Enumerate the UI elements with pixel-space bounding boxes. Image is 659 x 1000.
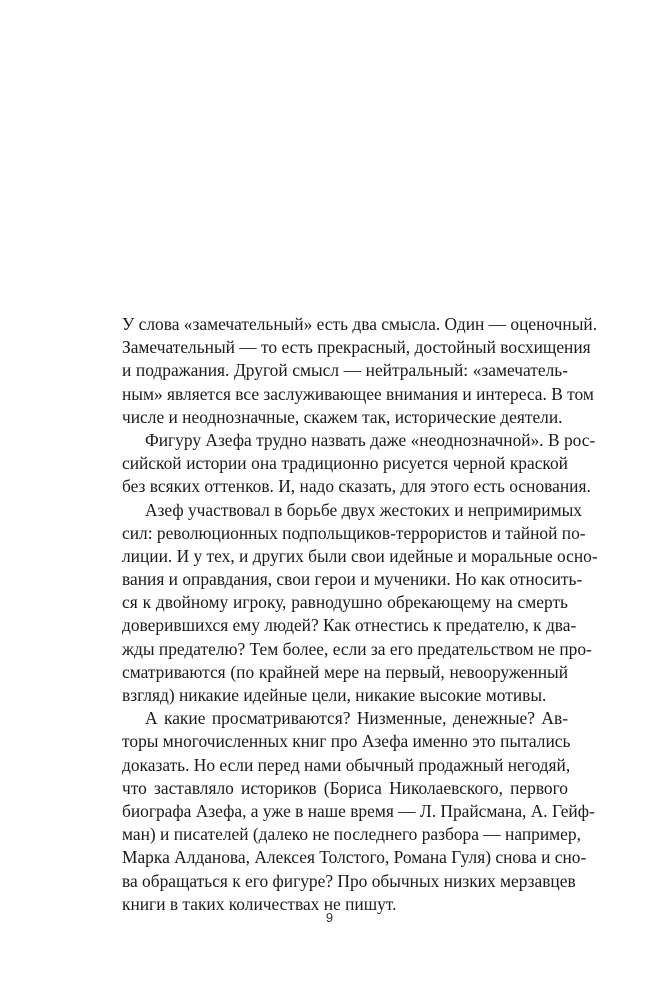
text-line: и подражания. Другой смысл — нейтральный: «замечатель- [122, 360, 568, 381]
text-line: лиции. И у тех, и других были свои идейные и моральные осно- [122, 545, 598, 566]
text-line: Фигуру Азефа трудно назвать даже «неоднозначной». В рос- [145, 429, 596, 450]
text-line: А какие просматриваются? Низменные, денежные? Ав- [145, 708, 568, 729]
text-line: что заставляло историков (Бориса Николаевского, первого [122, 777, 568, 798]
text-line: доказать. Но если перед нами обычный продажный негодяй, [122, 754, 571, 775]
text-line: числе и неоднозначные, скажем так, исторические деятели. [122, 406, 563, 427]
text-line: взгляд) никакие идейные цели, никакие высокие мотивы. [122, 685, 547, 705]
text-line: ва обращаться к его фигуре? Про обычных низких мерзавцев [122, 870, 576, 891]
text-line: без всяких оттенков. И, надо сказать, для этого есть основания. [122, 476, 591, 497]
body-text [122, 313, 598, 916]
text-line: ман) и писателей (далеко не последнего разбора — например, [122, 824, 581, 845]
text-line: Марка Алданова, Алексея Толстого, Романа Гуля) снова и сно- [122, 847, 587, 868]
text-line: книги в таких количествах не пишут. [122, 893, 397, 914]
text-line: Замечательный — то есть прекрасный, достойный восхищения [122, 337, 591, 358]
text-line: сийской истории она традиционно рисуется черной краской [122, 453, 568, 474]
text-line: У слова «замечательный» есть два смысла. Один — оценочный. [122, 314, 598, 334]
text-line: сил: революционных подпольщиков-террористов и тайной по- [122, 522, 586, 543]
text-line: вания и оправдания, свои герои и мученики. Но как относить- [122, 569, 583, 590]
text-line: Азеф участвовал в борьбе двух жестоких и непримиримых [145, 499, 582, 520]
text-line: ным» является все заслуживающее внимания и интереса. В том [122, 383, 594, 404]
text-line: торы многочисленных книг про Азефа именно это пытались [122, 731, 571, 752]
text-line: сматриваются (по крайней мере на первый, невооруженный [122, 661, 568, 682]
page-number: 9 [325, 910, 334, 925]
text-line: ся к двойному игроку, равнодушно обрекающему на смерть [122, 592, 568, 613]
text-line: жды предателю? Тем более, если за его предательством не про- [122, 638, 592, 659]
text-line: биографа Азефа, а уже в наше время — Л. Прайсмана, А. Гейф- [122, 800, 595, 821]
text-line: доверившихся ему людей? Как отнестись к предателю, к два- [122, 615, 577, 636]
